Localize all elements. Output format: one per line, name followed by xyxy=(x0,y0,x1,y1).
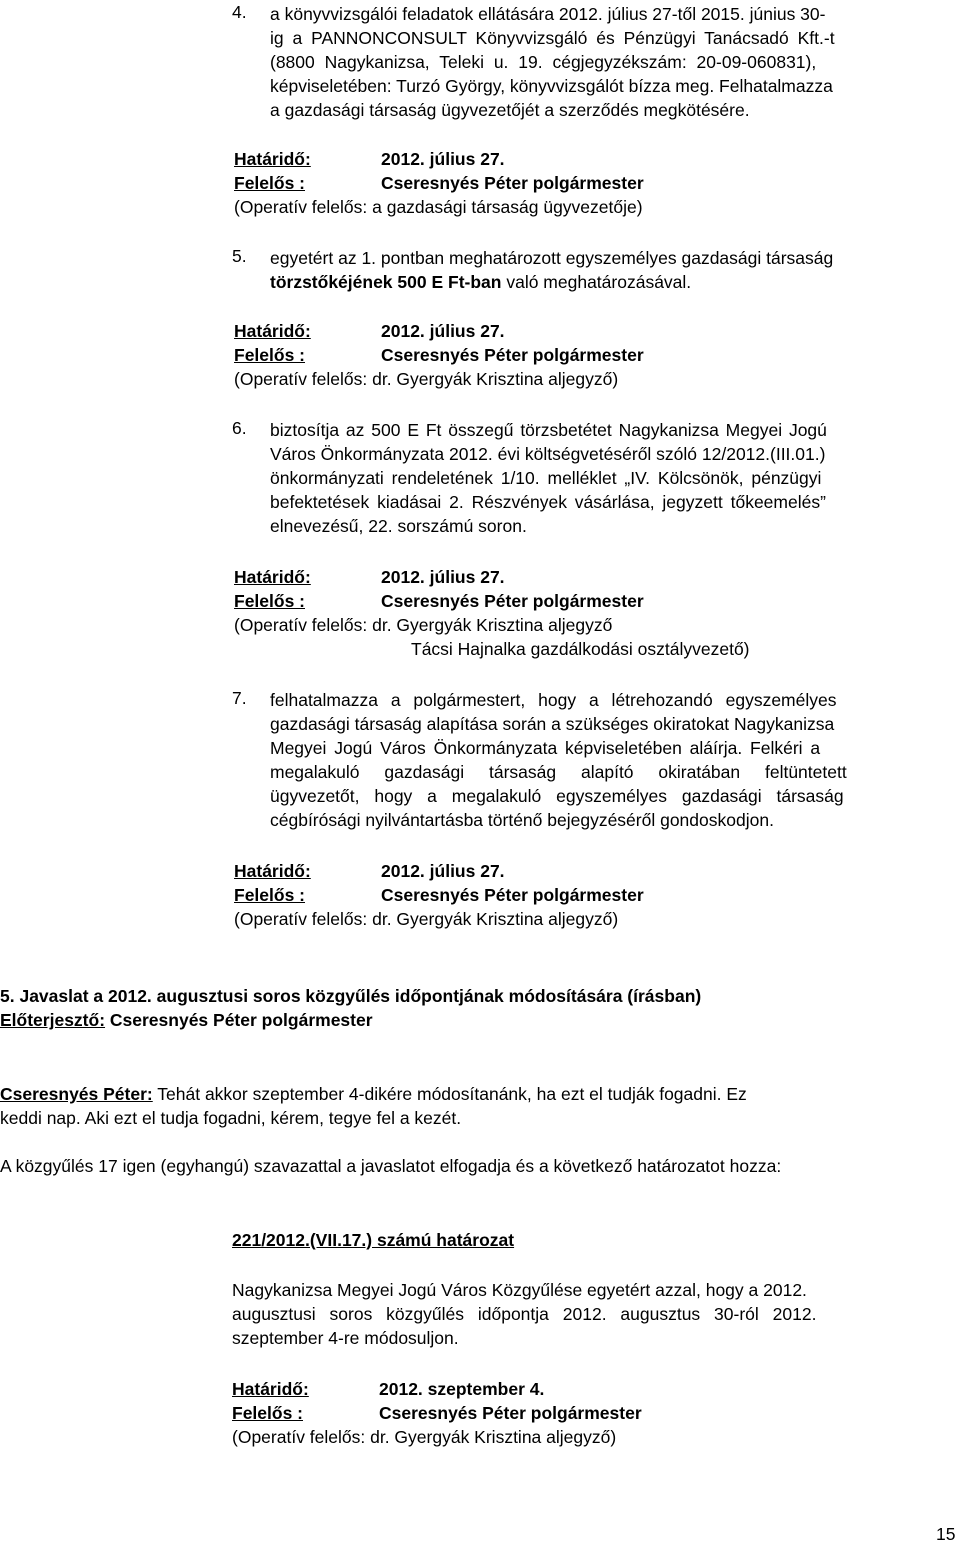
bold-phrase: törzstőkéjének 500 E Ft-ban xyxy=(270,272,502,292)
deadline-row xyxy=(234,566,505,589)
text-line: megalakuló gazdasági társaság alapító okiratában feltüntetett xyxy=(270,762,847,782)
text-line: befektetések kiadásai 2. Részvények vásárlása, jegyzett tőkeemelés” xyxy=(270,492,826,512)
text-line xyxy=(270,270,691,294)
text-line: felhatalmazza a polgármestert, hogy a létrehozandó egyszemélyes xyxy=(270,690,837,710)
vote-text: A közgyűlés 17 igen (egyhangú) szavazattal a javaslatot elfogadja és a következő határozatot hozza: xyxy=(0,1156,782,1176)
deadline-row xyxy=(232,1378,544,1401)
speech-text: Tehát akkor szeptember 4-dikére módosítanánk, ha ezt el tudják fogadni. Ez xyxy=(152,1084,747,1104)
responsible-value: Cseresnyés Péter polgármester xyxy=(381,885,644,905)
item-text xyxy=(270,688,960,832)
resolution-line: Nagykanizsa Megyei Jogú Város Közgyűlése egyetért azzal, hogy a 2012. xyxy=(232,1280,807,1300)
responsible-value: Cseresnyés Péter polgármester xyxy=(381,345,644,365)
responsible-value: Cseresnyés Péter polgármester xyxy=(381,173,644,193)
operative-responsible: (Operatív felelős: a gazdasági társaság ügyvezetője) xyxy=(234,197,643,217)
deadline-value: 2012. július 27. xyxy=(381,149,505,169)
resolution-title: 221/2012.(VII.17.) számú határozat xyxy=(232,1230,515,1250)
resolution-line: szeptember 4-re módosuljon. xyxy=(232,1328,459,1348)
item-text xyxy=(270,418,960,538)
operative-responsible: (Operatív felelős: dr. Gyergyák Krisztina aljegyző) xyxy=(234,369,619,389)
deadline-row xyxy=(234,320,505,343)
page-number: 15 xyxy=(936,1524,956,1544)
deadline-row xyxy=(234,860,505,883)
responsible-label: Felelős : xyxy=(232,1403,303,1423)
item-number: 7. xyxy=(232,688,247,708)
text-line: biztosítja az 500 E Ft összegű törzsbetétet Nagykanizsa Megyei Jogú xyxy=(270,420,827,440)
deadline-row xyxy=(234,148,505,171)
resolution-line: augusztusi soros közgyűlés időpontja 2012. augusztus 30-ról 2012. xyxy=(232,1304,817,1324)
deadline-value: 2012. szeptember 4. xyxy=(379,1379,545,1399)
text-line: a könyvvizsgálói feladatok ellátására 2012. július 27-től 2015. június 30- xyxy=(270,4,826,24)
speaker-name: Cseresnyés Péter: xyxy=(0,1084,153,1104)
speech-line xyxy=(0,1082,747,1106)
text-line: ig a PANNONCONSULT Könyvvizsgáló és Pénzügyi Tanácsadó Kft.-t xyxy=(270,28,835,48)
responsible-value: Cseresnyés Péter polgármester xyxy=(381,591,644,611)
responsible-row xyxy=(232,1402,642,1425)
responsible-label: Felelős : xyxy=(234,591,305,611)
item-number: 6. xyxy=(232,418,247,438)
speech-line: keddi nap. Aki ezt el tudja fogadni, kérem, tegye fel a kezét. xyxy=(0,1108,462,1128)
presenter-row xyxy=(0,1008,373,1032)
deadline-label: Határidő: xyxy=(234,321,311,341)
operative-responsible: (Operatív felelős: dr. Gyergyák Krisztina aljegyző) xyxy=(232,1427,617,1447)
presenter-label: Előterjesztő: xyxy=(0,1010,106,1030)
text-line: önkormányzati rendeletének 1/10. melléklet „IV. Kölcsönök, pénzügyi xyxy=(270,468,822,488)
text-line: egyetért az 1. pontban meghatározott egyszemélyes gazdasági társaság xyxy=(270,248,834,268)
deadline-label: Határidő: xyxy=(234,861,311,881)
text-line: ügyvezetőt, hogy a megalakuló egyszemélyes gazdasági társaság xyxy=(270,786,844,806)
responsible-label: Felelős : xyxy=(234,173,305,193)
presenter-name: Cseresnyés Péter polgármester xyxy=(105,1010,373,1030)
text-rest: való meghatározásával. xyxy=(501,272,692,292)
responsible-row xyxy=(234,344,644,367)
text-line: képviseletében: Turzó György, könyvvizsgálót bízza meg. Felhatalmazza xyxy=(270,76,833,96)
operative-responsible: (Operatív felelős: dr. Gyergyák Krisztina aljegyző xyxy=(234,615,613,635)
responsible-label: Felelős : xyxy=(234,885,305,905)
deadline-value: 2012. július 27. xyxy=(381,567,505,587)
text-line: (8800 Nagykanizsa, Teleki u. 19. cégjegyzékszám: 20-09-060831), xyxy=(270,52,817,72)
section-heading: 5. Javaslat a 2012. augusztusi soros közgyűlés időpontjának módosítására (írásban) xyxy=(0,986,702,1006)
deadline-label: Határidő: xyxy=(232,1379,309,1399)
responsible-row xyxy=(234,884,644,907)
item-number: 4. xyxy=(232,2,247,22)
item-text xyxy=(270,2,960,122)
deadline-label: Határidő: xyxy=(234,567,311,587)
operative-responsible-2: Tácsi Hajnalka gazdálkodási osztályvezető) xyxy=(411,639,750,659)
responsible-value: Cseresnyés Péter polgármester xyxy=(379,1403,642,1423)
text-line: cégbírósági nyilvántartásba történő bejegyzéséről gondoskodjon. xyxy=(270,810,774,830)
item-number: 5. xyxy=(232,246,247,266)
operative-responsible: (Operatív felelős: dr. Gyergyák Krisztina aljegyző) xyxy=(234,909,619,929)
deadline-value: 2012. július 27. xyxy=(381,861,505,881)
deadline-value: 2012. július 27. xyxy=(381,321,505,341)
text-line: a gazdasági társaság ügyvezetőjét a szerződés megkötésére. xyxy=(270,100,750,120)
deadline-label: Határidő: xyxy=(234,149,311,169)
responsible-row xyxy=(234,172,644,195)
text-line: Megyei Jogú Város Önkormányzata képviseletében aláírja. Felkéri a xyxy=(270,738,821,758)
responsible-label: Felelős : xyxy=(234,345,305,365)
text-line: Város Önkormányzata 2012. évi költségvetéséről szóló 12/2012.(III.01.) xyxy=(270,444,826,464)
text-line: elnevezésű, 22. sorszámú soron. xyxy=(270,516,527,536)
responsible-row xyxy=(234,590,644,613)
text-line: gazdasági társaság alapítása során a szükséges okiratokat Nagykanizsa xyxy=(270,714,835,734)
